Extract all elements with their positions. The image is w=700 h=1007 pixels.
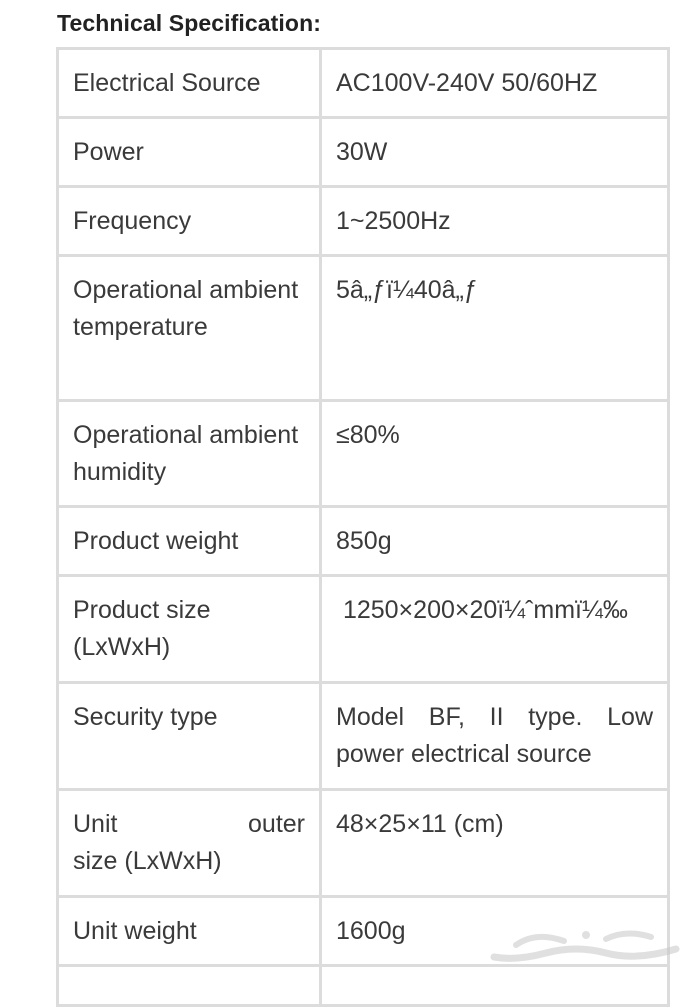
table-row bbox=[58, 576, 669, 683]
spec-label: Operational ambient humidity bbox=[58, 401, 321, 507]
table-row bbox=[58, 49, 669, 118]
spec-label: Power bbox=[58, 118, 321, 187]
spec-value bbox=[321, 966, 669, 1006]
spec-label: Frequency bbox=[58, 187, 321, 256]
spec-label bbox=[58, 790, 321, 897]
haraj-watermark-logo bbox=[486, 923, 686, 971]
table-row bbox=[58, 256, 669, 401]
spec-table bbox=[56, 47, 670, 1007]
spec-value: 5â„ƒï¼40â„ƒ bbox=[321, 256, 669, 401]
watermark-text: حراج bbox=[584, 953, 588, 954]
spec-label bbox=[58, 966, 321, 1006]
table-row bbox=[58, 683, 669, 790]
spec-value: Model BF, II type. Low power electrical source bbox=[321, 683, 669, 790]
spec-label: Electrical Source bbox=[58, 49, 321, 118]
spec-heading: Technical Specification: bbox=[57, 10, 321, 36]
label-word: Unit bbox=[73, 810, 118, 838]
table-row bbox=[58, 790, 669, 897]
spec-value: AC100V-240V 50/60HZ bbox=[321, 49, 669, 118]
table-row bbox=[58, 118, 669, 187]
spec-label: Product weight bbox=[58, 507, 321, 576]
label-line bbox=[73, 806, 305, 843]
table-row bbox=[58, 966, 669, 1006]
table-row bbox=[58, 187, 669, 256]
label-line: size (LxWxH) bbox=[73, 847, 222, 875]
table-row bbox=[58, 507, 669, 576]
spec-value: ≤80% bbox=[321, 401, 669, 507]
table-row bbox=[58, 401, 669, 507]
spec-value: 48×25×11 (cm) bbox=[321, 790, 669, 897]
spec-value: 1250×200×20ï¼ˆmmï¼‰ bbox=[321, 576, 669, 683]
label-word: outer bbox=[248, 810, 305, 838]
spec-label: Unit weight bbox=[58, 897, 321, 966]
spec-value: 1~2500Hz bbox=[321, 187, 669, 256]
spec-value: 850g bbox=[321, 507, 669, 576]
spec-label: Operational ambient temperature bbox=[58, 256, 321, 401]
spec-value: 30W bbox=[321, 118, 669, 187]
spec-value: 1600g bbox=[321, 897, 669, 966]
spec-label: Security type bbox=[58, 683, 321, 790]
spec-label: Product size (LxWxH) bbox=[58, 576, 321, 683]
